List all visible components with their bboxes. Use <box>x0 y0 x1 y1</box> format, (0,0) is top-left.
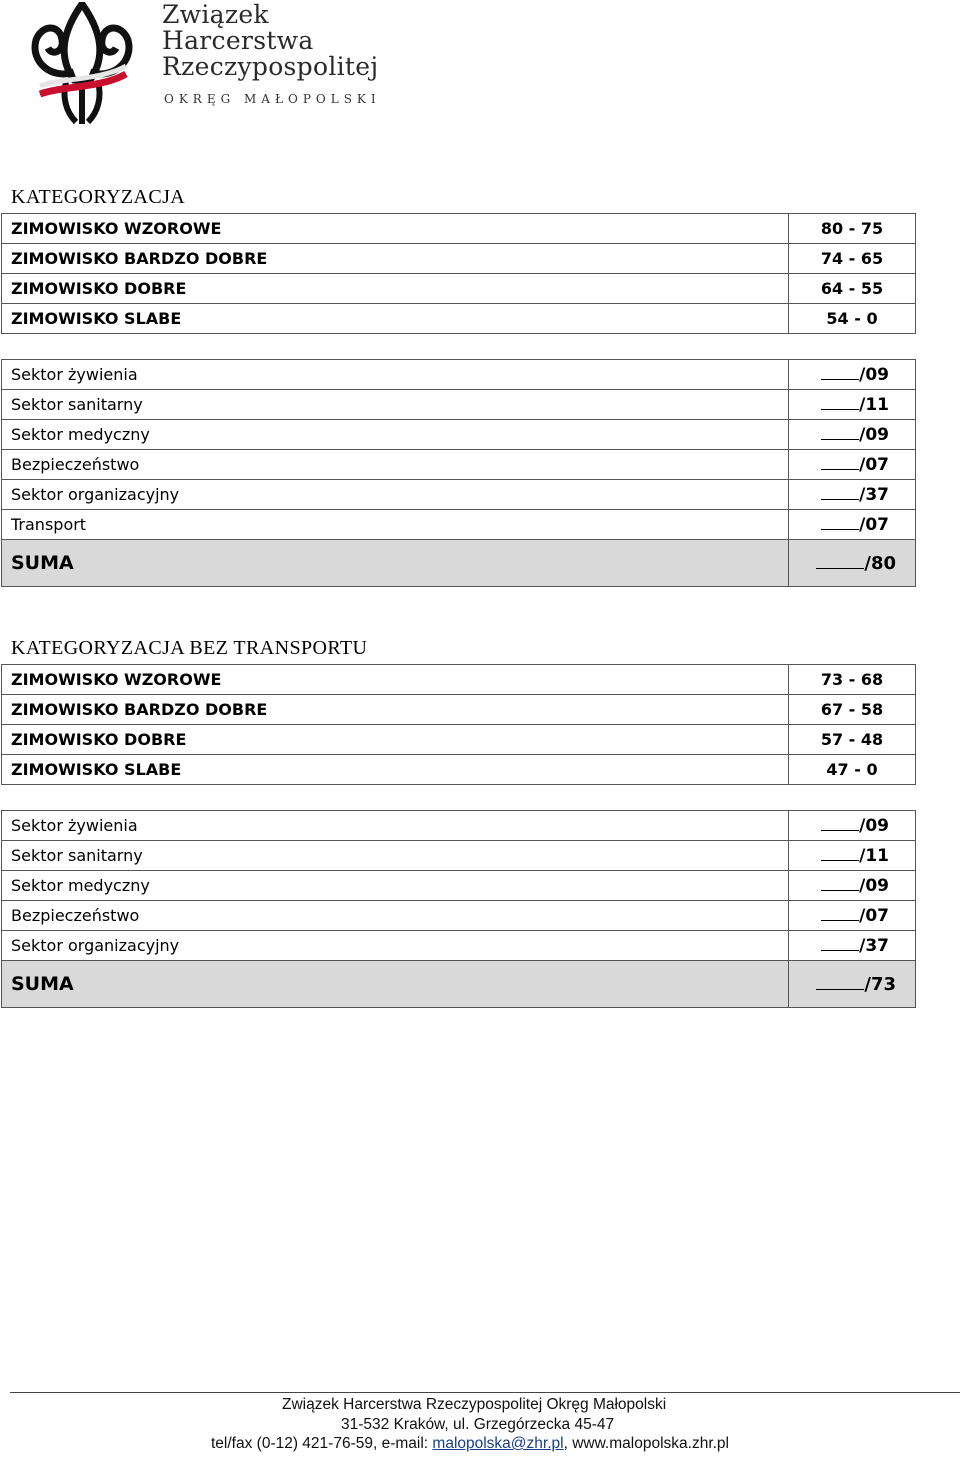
sector-label: Sektor medyczny <box>2 420 789 450</box>
table-row <box>2 871 916 901</box>
table-row <box>2 725 916 755</box>
sum-max: /73 <box>864 973 896 995</box>
table-row <box>2 390 916 420</box>
sector-label: Sektor żywienia <box>2 811 789 841</box>
score-field[interactable] <box>789 420 916 450</box>
table-row <box>2 480 916 510</box>
score-blank[interactable] <box>821 816 859 831</box>
footer-line-contact <box>211 1434 729 1453</box>
score-blank[interactable] <box>821 515 859 530</box>
sector-label: Sektor organizacyjny <box>2 931 789 961</box>
sum-blank[interactable] <box>816 554 864 569</box>
score-field[interactable] <box>789 480 916 510</box>
table-row <box>2 304 916 334</box>
category-label: ZIMOWISKO SLABE <box>2 304 789 334</box>
category-label: ZIMOWISKO DOBRE <box>2 725 789 755</box>
score-field[interactable] <box>789 901 916 931</box>
category-range: 47 - 0 <box>789 755 916 785</box>
score-field[interactable] <box>789 931 916 961</box>
sector-label: Sektor sanitarny <box>2 841 789 871</box>
sum-label: SUMA <box>2 540 789 587</box>
category-label: ZIMOWISKO BARDZO DOBRE <box>2 695 789 725</box>
category-table <box>1 664 916 785</box>
sector-label: Sektor sanitarny <box>2 390 789 420</box>
footer-website-text: , www.malopolska.zhr.pl <box>563 1435 729 1452</box>
score-field[interactable] <box>789 450 916 480</box>
score-blank[interactable] <box>821 425 859 440</box>
table-row <box>2 665 916 695</box>
fleur-de-lis-logo-icon <box>22 2 142 126</box>
category-range: 54 - 0 <box>789 304 916 334</box>
sector-label: Transport <box>2 510 789 540</box>
table-row <box>2 214 916 244</box>
org-subtitle: OKRĘG MAŁOPOLSKI <box>164 92 381 106</box>
letterhead <box>14 0 414 130</box>
category-label: ZIMOWISKO BARDZO DOBRE <box>2 244 789 274</box>
sector-max: /07 <box>859 905 889 926</box>
sum-max: /80 <box>864 552 896 574</box>
table-row <box>2 755 916 785</box>
footer-divider <box>10 1392 960 1393</box>
score-field[interactable] <box>789 510 916 540</box>
sum-row <box>2 540 916 587</box>
sector-max: /11 <box>859 394 889 415</box>
score-blank[interactable] <box>821 876 859 891</box>
score-blank[interactable] <box>821 846 859 861</box>
sector-label: Bezpieczeństwo <box>2 901 789 931</box>
score-field[interactable] <box>789 360 916 390</box>
sector-max: /37 <box>859 484 889 505</box>
sector-score-table <box>1 810 916 1008</box>
score-blank[interactable] <box>821 936 859 951</box>
table-row <box>2 450 916 480</box>
sector-label: Bezpieczeństwo <box>2 450 789 480</box>
category-range: 80 - 75 <box>789 214 916 244</box>
sector-score-table <box>1 359 916 587</box>
footer-contact-text: tel/fax (0-12) 421-76-59, e-mail: <box>211 1435 433 1452</box>
table-row <box>2 901 916 931</box>
sector-label: Sektor żywienia <box>2 360 789 390</box>
category-table <box>1 213 916 334</box>
table-row <box>2 244 916 274</box>
category-range: 74 - 65 <box>789 244 916 274</box>
sector-label: Sektor medyczny <box>2 871 789 901</box>
sector-max: /37 <box>859 935 889 956</box>
sector-max: /07 <box>859 514 889 535</box>
sector-max: /11 <box>859 845 889 866</box>
table-row <box>2 811 916 841</box>
score-blank[interactable] <box>821 455 859 470</box>
table-row <box>2 360 916 390</box>
sum-row <box>2 961 916 1008</box>
sum-field[interactable] <box>789 961 916 1008</box>
sector-label: Sektor organizacyjny <box>2 480 789 510</box>
table-row <box>2 510 916 540</box>
score-field[interactable] <box>789 811 916 841</box>
category-range: 67 - 58 <box>789 695 916 725</box>
section-title: KATEGORYZACJA BEZ TRANSPORTU <box>11 637 368 659</box>
score-field[interactable] <box>789 841 916 871</box>
sector-max: /09 <box>859 424 889 445</box>
sum-field[interactable] <box>789 540 916 587</box>
table-row <box>2 931 916 961</box>
sum-label: SUMA <box>2 961 789 1008</box>
table-row <box>2 695 916 725</box>
sector-max: /07 <box>859 454 889 475</box>
category-range: 73 - 68 <box>789 665 916 695</box>
email-link[interactable]: malopolska@zhr.pl <box>432 1435 564 1452</box>
score-field[interactable] <box>789 871 916 901</box>
score-blank[interactable] <box>821 365 859 380</box>
category-label: ZIMOWISKO DOBRE <box>2 274 789 304</box>
score-field[interactable] <box>789 390 916 420</box>
category-label: ZIMOWISKO WZOROWE <box>2 665 789 695</box>
category-label: ZIMOWISKO SLABE <box>2 755 789 785</box>
section-title: KATEGORYZACJA <box>11 186 186 208</box>
sector-max: /09 <box>859 875 889 896</box>
sector-max: /09 <box>859 364 889 385</box>
score-blank[interactable] <box>821 485 859 500</box>
sector-max: /09 <box>859 815 889 836</box>
sum-blank[interactable] <box>816 975 864 990</box>
org-name: Związek Harcerstwa Rzeczypospolitej <box>162 0 379 81</box>
footer-line-address: 31-532 Kraków, ul. Grzegórzecka 45-47 <box>341 1416 615 1433</box>
score-blank[interactable] <box>821 906 859 921</box>
category-label: ZIMOWISKO WZOROWE <box>2 214 789 244</box>
footer-line-org: Związek Harcerstwa Rzeczypospolitej Okręg Małopolski <box>282 1396 667 1413</box>
table-row <box>2 420 916 450</box>
category-range: 57 - 48 <box>789 725 916 755</box>
table-row <box>2 274 916 304</box>
table-row <box>2 841 916 871</box>
score-blank[interactable] <box>821 395 859 410</box>
category-range: 64 - 55 <box>789 274 916 304</box>
